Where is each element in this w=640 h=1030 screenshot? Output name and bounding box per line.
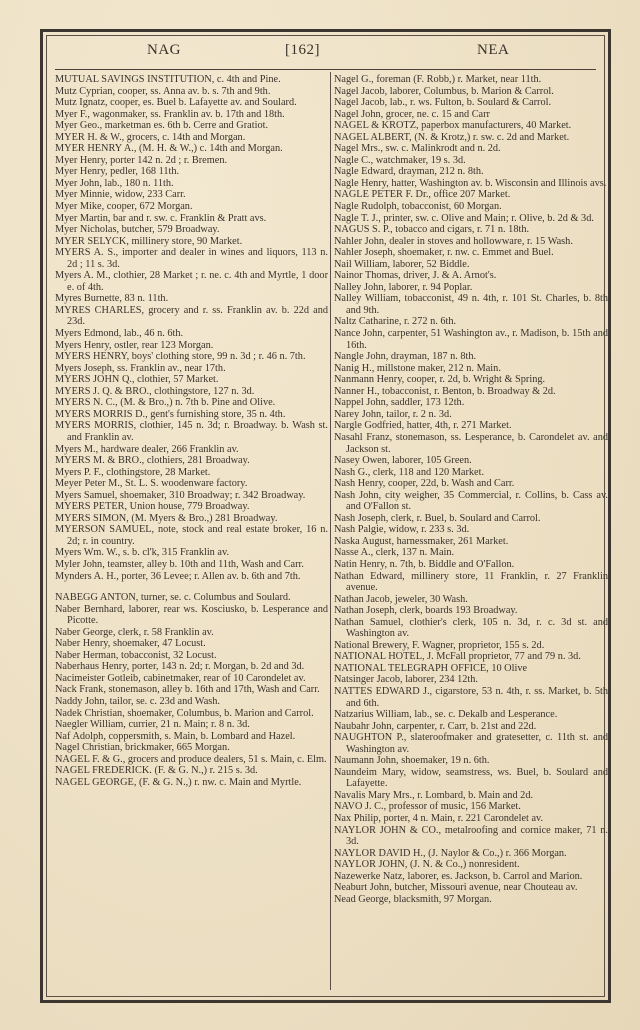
directory-entry: Nax Philip, porter, 4 n. Main, r. 221 Carondelet av. [334,813,544,824]
directory-entry: Nagel Jacob, lab., r. ws. Fulton, b. Soulard & Carrol. [334,97,552,109]
directory-entry: MYRES CHARLES, grocery and r. ss. Franklin av. b. 22d and 23d. [55,304,328,328]
directory-entry: Myer Geo., marketman es. 6th b. Cerre and Gratiot. [55,120,269,132]
directory-entry: Myer Minnie, widow, 233 Carr. [55,189,186,201]
directory-entry: Nasse A., clerk, 137 n. Main. [334,547,455,559]
directory-entry: MYER H. & W., grocers, c. 14th and Morgan. [55,131,246,143]
directory-entry: Nash Palgie, widow, r. 233 s. 3d. [334,524,470,536]
directory-entry: NABEGG ANTON, turner, se. c. Columbus and Soulard. [55,592,291,604]
directory-entry: NAGEL ALBERT, (N. & Krotz,) r. sw. c. 2d and Market. [334,131,570,143]
directory-entry: Mutz Ignatz, cooper, es. Buel b. Lafayette av. and Soulard. [55,97,297,109]
directory-entry: Myler John, teamster, alley b. 10th and 11th, Wash and Carr. [55,558,304,570]
directory-entry: Nead George, blacksmith, 97 Morgan. [334,893,492,905]
directory-entry: Nagel Mrs., sw. c. Malinkrodt and n. 2d. [334,143,501,155]
directory-entry: NAGUS S. P., tobacco and cigars, r. 71 n. 18th. [334,224,530,236]
directory-entry: Nash Henry, cooper, 22d, b. Wash and Carr. [334,478,515,490]
directory-entry: MYERS SIMON, (M. Myers & Bro.,) 281 Broadway. [55,512,278,524]
directory-entry: Mynders A. H., porter, 36 Levee; r. Allen av. b. 6th and 7th. [55,570,301,582]
directory-entry: Myres Burnette, 83 n. 11th. [55,293,169,305]
directory-entry: Myers Joseph, ss. Franklin av., near 17th. [55,362,226,374]
directory-entry: Myer Mike, cooper, 672 Morgan. [55,201,193,213]
directory-entry: MYERS HENRY, boys' clothing store, 99 n. 3d ; r. 46 n. 7th. [55,351,306,363]
directory-entry: Nahler John, dealer in stoves and hollowware, r. 15 Wash. [334,235,573,247]
directory-entry: Myers Wm. W., s. b. cl'k, 315 Franklin av. [55,547,230,559]
directory-entry: Nash John, city weigher, 35 Commercial, r. Collins, b. Cass av. and O'Fallon st. [334,489,608,513]
inner-border [46,35,608,997]
left-column [55,74,328,788]
directory-entry: Naber Bernhard, laborer, rear ws. Kosciusko, b. Lesperance and Picotte. [55,603,328,627]
directory-entry: Nalley John, laborer, r. 94 Poplar. [334,281,473,293]
directory-entry: MYERS PETER, Union house, 779 Broadway. [55,501,250,513]
directory-entry: Naber George, clerk, r. 58 Franklin av. [55,626,214,638]
directory-entry: NATIONAL TELEGRAPH OFFICE, 10 Olive [334,662,528,674]
directory-entry: Naltz Catharine, r. 272 n. 6th. [334,316,457,328]
directory-entry: MYERS A. S., importer and dealer in wines and liquors, 113 n. 2d ; 11 s. 3d. [55,247,328,270]
directory-entry: MYERS MORRIS D., gent's furnishing store, 35 n. 4th. [55,408,286,420]
directory-entry: Nanmann Henry, cooper, r. 2d, b. Wright & Spring. [334,374,546,386]
directory-entry: Nail William, laborer, 52 Biddle. [334,258,470,270]
directory-entry: Nasey Owen, laborer, 105 Green. [334,455,472,467]
directory-entry: Nainor Thomas, driver, J. & A. Arnot's. [334,270,497,282]
directory-entry: NAYLOR DAVID H., (J. Naylor & Co.,) r. 366 Morgan. [334,847,567,859]
directory-entry: Nagle Henry, hatter, Washington av. b. Wisconsin and Illinois avs. [334,177,607,189]
directory-entry: Nappel John, saddler, 173 12th. [334,397,465,409]
directory-entry: Myers Samuel, shoemaker, 310 Broadway; r. 342 Broadway. [55,489,306,501]
directory-entry: MYERS JOHN Q., clothier, 57 Market. [55,374,219,386]
directory-entry: MYERS M. & BRO., clothiers, 281 Broadway. [55,455,250,467]
directory-entry: Nagel Christian, brickmaker, 665 Morgan. [55,742,230,754]
directory-entry: Natsinger Jacob, laborer, 234 12th. [334,674,478,686]
directory-entry: MYER SELYCK, millinery store, 90 Market. [55,235,243,247]
directory-entry: Meyer Peter M., St. L. S. woodenware factory. [55,478,248,490]
directory-entry: Nash G., clerk, 118 and 120 Market. [334,466,485,478]
directory-entry: Nangle John, drayman, 187 n. 8th. [334,351,477,363]
directory-entry: NAGEL F. & G., grocers and produce dealers, 51 s. Main, c. Elm. [55,753,327,765]
directory-entry: Neaburt John, butcher, Missouri avenue, near Chouteau av. [334,882,578,894]
directory-entry: NAYLOR JOHN, (J. N. & Co.,) nonresident. [334,859,520,871]
directory-entry: Nasahl Franz, stonemason, ss. Lesperance, b. Carondelet av. and Jackson st. [334,431,608,455]
directory-entry: Myer Henry, pedler, 168 11th. [55,166,180,178]
directory-entry: Nathan Jacob, jeweler, 30 Wash. [334,593,468,605]
directory-entry: Myers P. F., clothingstore, 28 Market. [55,466,211,478]
directory-entry: Nathan Samuel, clothier's clerk, 105 n. 3d, r. c. 3d st. and Washington av. [334,616,608,640]
directory-entry: National Brewery, F. Wagner, proprietor, 155 s. 2d. [334,639,545,651]
directory-entry: Naubahr John, carpenter, r. Carr, b. 21st and 22d. [334,720,537,732]
page-number: [162] [285,42,320,58]
directory-entry: MUTUAL SAVINGS INSTITUTION, c. 4th and Pine. [55,74,281,85]
directory-entry: NATTES EDWARD J., cigarstore, 53 n. 4th, r. ss. Market, b. 5th and 6th. [334,685,608,709]
directory-entry: Nagle T. J., printer, sw. c. Olive and Main; r. Olive, b. 2d & 3d. [334,212,594,224]
directory-entry: Nathan Joseph, clerk, boards 193 Broadway. [334,605,518,617]
directory-entry: MYERS MORRIS, clothier, 145 n. 3d; r. Broadway. b. Wash st. and Franklin av. [55,420,328,443]
directory-entry: Nanig H., millstone maker, 212 n. Main. [334,362,501,374]
header-rule [55,69,596,70]
header-right-guide-word: NEA [477,42,510,58]
directory-entry: Nahler Joseph, shoemaker, r. nw. c. Emmet and Buel. [334,247,554,259]
directory-entry: Naber Henry, shoemaker, 47 Locust. [55,638,206,650]
directory-entry: NAGEL FREDERICK. (F. & G. N.,) r. 215 s. 3d. [55,765,258,777]
header-left-guide-word: NAG [147,42,181,58]
directory-entry: NATIONAL HOTEL, J. McFall proprietor, 77 and 79 n. 3d. [334,651,581,663]
column-divider [330,72,331,990]
directory-entry: Natzarius William, lab., se. c. Dekalb and Lesperance. [334,709,558,721]
directory-entry: Nargle Godfried, hatter, 4th, r. 271 Market. [334,420,512,432]
directory-entry: Naber Herman, tobacconist, 32 Locust. [55,649,217,661]
directory-entry: Nalley William, tobacconist, 49 n. 4th, r. 101 St. Charles, b. 8th and 9th. [334,293,608,316]
directory-entry: NAVO J. C., professor of music, 156 Market. [334,801,521,813]
directory-entry: Nacimeister Gotleib, cabinetmaker, rear of 10 Carondelet av. [55,672,306,684]
directory-entry: MYERSON SAMUEL, note, stock and real estate broker, 16 n. 2d; r. in country. [55,524,328,547]
directory-entry: Myer Nicholas, butcher, 579 Broadway. [55,224,220,236]
directory-entry: NAGEL & KROTZ, paperbox manufacturers, 40 Market. [334,120,572,132]
directory-entry: Myers A. M., clothier, 28 Market ; r. ne. c. 4th and Myrtle, 1 door e. of 4th. [55,270,328,293]
directory-entry: Myers Henry, ostler, rear 123 Morgan. [55,339,214,351]
directory-entry: Nazewerke Natz, laborer, es. Jackson, b. Carrol and Marion. [334,870,583,882]
directory-entry: Nagel Jacob, laborer, Columbus, b. Marion & Carrol. [334,85,554,97]
page-frame [40,29,611,1003]
directory-entry: Narey John, tailor, r. 2 n. 3d. [334,408,452,420]
directory-entry: Nack Frank, stonemason, alley b. 16th and 17th, Wash and Carr. [55,684,320,696]
directory-entry: Nash Joseph, clerk, r. Buel, b. Soulard and Carrol. [334,512,541,524]
directory-entry: NAYLOR JOHN & CO., metalroofing and cornice maker, 71 n. 3d. [334,824,608,848]
directory-entry: Myers Edmond, lab., 46 n. 6th. [55,328,184,340]
directory-entry: Naska August, harnessmaker, 261 Market. [334,535,509,547]
directory-entry: MYERS J. Q. & BRO., clothingstore, 127 n. 3d. [55,385,255,397]
directory-entry: Naumann John, shoemaker, 19 n. 6th. [334,755,490,767]
directory-entry: MYER HENRY A., (M. H. & W.,) c. 14th and Morgan. [55,143,283,155]
directory-entry: Naundeim Mary, widow, seamstress, ws. Buel, b. Soulard and Lafayette. [334,766,608,790]
directory-entry: Myer John, lab., 180 n. 11th. [55,177,174,189]
directory-entry: Naberhaus Henry, porter, 143 n. 2d; r. Morgan, b. 2d and 3d. [55,661,305,673]
directory-entry: Nance John, carpenter, 51 Washington av., r. Madison, b. 15th and 16th. [334,328,608,351]
directory-entry: Naf Adolph, coppersmith, s. Main, b. Lombard and Hazel. [55,730,296,742]
directory-entry: Myer Henry, porter 142 n. 2d ; r. Bremen. [55,154,228,166]
directory-entry: Nanner H., tobacconist, r. Benton, b. Broadway & 2d. [334,385,556,397]
directory-entry: Navalis Mary Mrs., r. Lombard, b. Main and 2d. [334,789,534,801]
directory-entry: Nagle C., watchmaker, 19 s. 3d. [334,154,466,166]
directory-entry: Nagle Rudolph, tobacconist, 60 Morgan. [334,201,502,213]
directory-entry: Nagel John, grocer, ne. c. 15 and Carr [334,108,490,120]
directory-entry: Natin Henry, n. 7th, b. Biddle and O'Fallon. [334,558,515,570]
directory-entry: Myer F., wagonmaker, ss. Franklin av. b. 17th and 18th. [55,108,285,120]
running-header [47,42,604,64]
directory-entry: Myers M., hardware dealer, 266 Franklin av. [55,443,239,455]
directory-entry: NAGLE PETER F. Dr., office 207 Market. [334,189,511,201]
directory-entry: Nathan Edward, millinery store, 11 Franklin, r. 27 Franklin avenue. [334,570,608,594]
directory-entry: MYERS N. C., (M. & Bro.,) n. 7th b. Pine and Olive. [55,397,276,409]
directory-entry: Naegler William, currier, 21 n. Main; r. 8 n. 3d. [55,719,250,731]
directory-entry: Naddy John, tailor, se. c. 23d and Wash. [55,695,221,707]
directory-entry: NAGEL GEORGE, (F. & G. N.,) r. nw. c. Main and Myrtle. [55,776,302,788]
directory-entry: Nadek Christian, shoemaker, Columbus, b. Marion and Carrol. [55,707,314,719]
directory-entry: Nagel G., foreman (F. Robb,) r. Market, near 11th. [334,74,542,85]
directory-entry: Nagle Edward, drayman, 212 n. 8th. [334,166,484,178]
right-column [334,74,608,905]
directory-entry: Myer Martin, bar and r. sw. c. Franklin & Pratt avs. [55,212,267,224]
directory-entry: Mutz Cyprian, cooper, ss. Anna av. b. s. 7th and 9th. [55,85,271,97]
directory-entry: NAUGHTON P., slateroofmaker and gratesetter, c. 11th st. and Washington av. [334,732,608,755]
